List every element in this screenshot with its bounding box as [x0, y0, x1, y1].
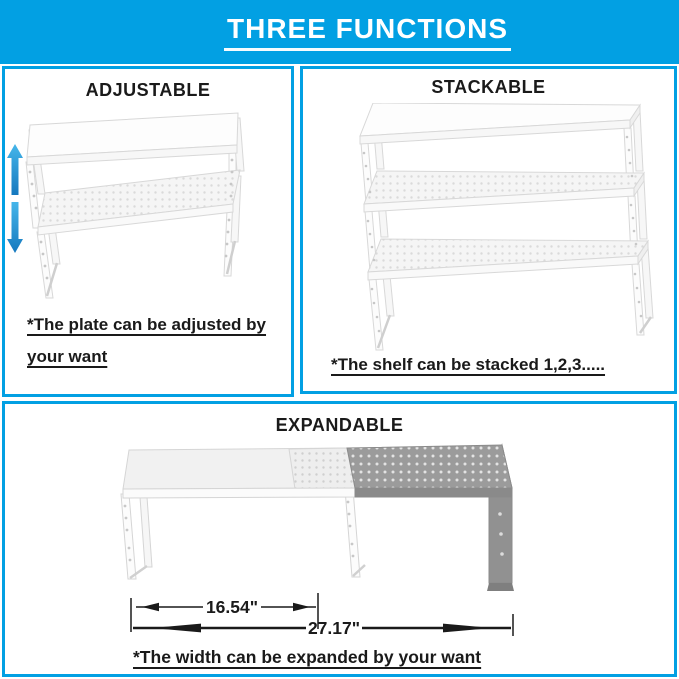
down-arrow-icon: [7, 202, 23, 253]
gray-section: [347, 445, 514, 591]
stackable-caption: *The shelf can be stacked 1,2,3.....: [331, 355, 606, 374]
title-band: [0, 0, 679, 64]
stackable-panel: [300, 66, 677, 394]
expanded-width-label: 27.17": [307, 618, 361, 638]
adjustable-panel: [2, 66, 294, 397]
expandable-panel: [2, 401, 677, 677]
stack-tier-3: [368, 239, 653, 350]
white-section: [121, 448, 365, 579]
dimension-annotations: [131, 593, 513, 638]
expandable-shelf-illustration: [5, 436, 674, 642]
leg-holes: [124, 501, 355, 562]
stackable-panel-title: STACKABLE: [431, 77, 546, 97]
expandable-panel-title: EXPANDABLE: [275, 415, 404, 435]
retracted-width-label: 16.54": [205, 597, 259, 617]
adjustable-shelf-illustration: [5, 98, 291, 313]
adjustable-panel-title: ADJUSTABLE: [85, 80, 211, 100]
lower-tier: [37, 170, 241, 298]
leg-holes: [363, 136, 643, 333]
adjustable-caption: *The plate can be adjusted by your want: [27, 315, 267, 367]
expandable-caption: *The width can be expanded by your want: [133, 647, 482, 667]
stackable-shelf-illustration: [303, 103, 674, 353]
page-title: THREE FUNCTIONS: [224, 13, 511, 51]
up-arrow-icon: [7, 144, 23, 195]
